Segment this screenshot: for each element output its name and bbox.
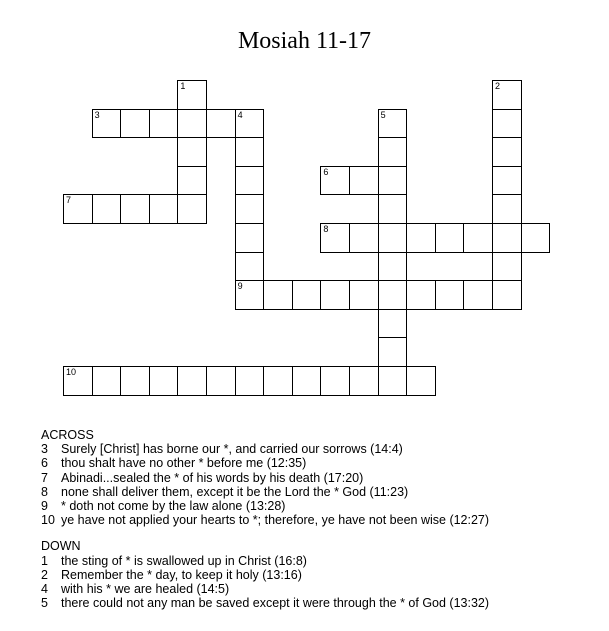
grid-cell[interactable]	[378, 166, 408, 196]
down-clues	[41, 554, 581, 611]
grid-cell[interactable]	[320, 166, 350, 196]
clue-text: Abinadi...sealed the * of his words by his death (17:20)	[61, 470, 364, 485]
cell-number: 1	[180, 81, 186, 91]
grid-cell[interactable]	[177, 109, 207, 139]
grid-cell[interactable]	[177, 366, 207, 396]
cell-number: 7	[66, 195, 72, 206]
down-clue	[41, 596, 581, 610]
grid-cell[interactable]	[463, 223, 493, 253]
grid-cell[interactable]	[406, 223, 436, 253]
grid-cell[interactable]	[120, 194, 150, 224]
cell-number: 8	[323, 224, 329, 234]
clue-number: 4	[41, 582, 48, 597]
grid-cell[interactable]	[63, 194, 93, 224]
clue-text: none shall deliver them, except it be the Lord the * God (11:23)	[61, 484, 409, 499]
grid-cell[interactable]	[235, 280, 265, 310]
grid-cell[interactable]	[492, 223, 522, 253]
clue-number: 8	[41, 484, 48, 499]
grid-cell[interactable]	[378, 194, 408, 224]
grid-cell[interactable]	[263, 280, 293, 310]
grid-cell[interactable]	[149, 109, 179, 139]
across-clue	[41, 442, 581, 456]
grid-cell[interactable]	[235, 252, 265, 282]
down-clue	[41, 554, 581, 568]
grid-cell[interactable]	[492, 194, 522, 224]
grid-cell[interactable]	[378, 252, 408, 282]
clue-list	[41, 428, 581, 610]
grid-cell[interactable]	[235, 223, 265, 253]
grid-cell[interactable]	[349, 166, 379, 196]
grid-cell[interactable]	[92, 194, 122, 224]
cell-number: 9	[237, 281, 243, 292]
grid-cell[interactable]	[206, 109, 236, 139]
grid-cell[interactable]	[349, 366, 379, 396]
grid-cell[interactable]	[492, 280, 522, 310]
cell-number: 5	[380, 109, 386, 120]
clue-text: with his * we are healed (14:5)	[61, 582, 230, 597]
grid-cell[interactable]	[149, 366, 179, 396]
clue-text: Remember the * day, to keep it holy (13:16)	[61, 567, 302, 582]
grid-cell[interactable]	[378, 137, 408, 167]
clue-number: 2	[41, 567, 48, 582]
cell-number: 3	[94, 109, 100, 120]
grid-cell[interactable]	[235, 366, 265, 396]
across-clue	[41, 485, 581, 499]
grid-cell[interactable]	[177, 137, 207, 167]
down-clue	[41, 582, 581, 596]
across-clue	[41, 456, 581, 470]
clue-text: the sting of * is swallowed up in Christ (16:8)	[61, 553, 307, 568]
clue-text: there could not any man be saved except it were through the * of God (13:32)	[61, 596, 490, 611]
across-clue	[41, 499, 581, 513]
grid-cell[interactable]	[320, 366, 350, 396]
grid-cell[interactable]	[492, 252, 522, 282]
clue-text: Surely [Christ] has borne our *, and carried our sorrows (14:4)	[61, 442, 403, 457]
down-heading: DOWN	[41, 539, 81, 554]
grid-cell[interactable]	[378, 280, 408, 310]
grid-cell[interactable]	[92, 109, 122, 139]
clue-text: * doth not come by the law alone (13:28)	[61, 499, 286, 514]
grid-cell[interactable]	[92, 366, 122, 396]
across-heading: ACROSS	[41, 428, 94, 442]
clue-number: 1	[41, 553, 48, 568]
grid-cell[interactable]	[378, 337, 408, 367]
grid-cell[interactable]	[492, 80, 522, 110]
grid-cell[interactable]	[378, 223, 408, 253]
grid-cell[interactable]	[492, 166, 522, 196]
across-clue	[41, 513, 581, 527]
grid-cell[interactable]	[63, 366, 93, 396]
grid-cell[interactable]	[263, 366, 293, 396]
grid-cell[interactable]	[492, 137, 522, 167]
cell-number: 4	[237, 109, 243, 120]
grid-cell[interactable]	[406, 366, 436, 396]
grid-cell[interactable]	[292, 366, 322, 396]
grid-cell[interactable]	[177, 166, 207, 196]
grid-cell[interactable]	[378, 309, 408, 339]
grid-cell[interactable]	[378, 109, 408, 139]
clue-number: 10	[41, 513, 55, 528]
grid-cell[interactable]	[406, 280, 436, 310]
clue-number: 9	[41, 499, 48, 514]
grid-cell[interactable]	[435, 280, 465, 310]
grid-cell[interactable]	[235, 137, 265, 167]
across-clue	[41, 471, 581, 485]
grid-cell[interactable]	[120, 366, 150, 396]
grid-cell[interactable]	[378, 366, 408, 396]
grid-cell[interactable]	[292, 280, 322, 310]
grid-cell[interactable]	[521, 223, 551, 253]
grid-cell[interactable]	[320, 280, 350, 310]
grid-cell[interactable]	[235, 109, 265, 139]
grid-cell[interactable]	[206, 366, 236, 396]
clue-text: ye have not applied your hearts to *; therefore, ye have not been wise (12:27)	[61, 513, 490, 528]
clue-number: 5	[41, 596, 48, 611]
clue-number: 3	[41, 442, 48, 457]
grid-cell[interactable]	[235, 194, 265, 224]
cell-number: 10	[66, 367, 77, 377]
grid-cell[interactable]	[435, 223, 465, 253]
down-clue	[41, 568, 581, 582]
grid-cell[interactable]	[492, 109, 522, 139]
across-clues	[41, 442, 581, 527]
cell-number: 2	[495, 81, 501, 91]
grid-cell[interactable]	[349, 280, 379, 310]
cell-number: 6	[323, 166, 329, 177]
grid-cell[interactable]	[177, 80, 207, 110]
grid-cell[interactable]	[463, 280, 493, 310]
grid-cell[interactable]	[320, 223, 350, 253]
grid-cell[interactable]	[120, 109, 150, 139]
grid-cell[interactable]	[177, 194, 207, 224]
clue-text: thou shalt have no other * before me (12:35)	[61, 456, 307, 471]
grid-cell[interactable]	[349, 223, 379, 253]
clue-number: 6	[41, 456, 48, 471]
grid-cell[interactable]	[149, 194, 179, 224]
puzzle-title: Mosiah 11-17	[237, 28, 372, 54]
clue-number: 7	[41, 470, 48, 485]
grid-cell[interactable]	[235, 166, 265, 196]
